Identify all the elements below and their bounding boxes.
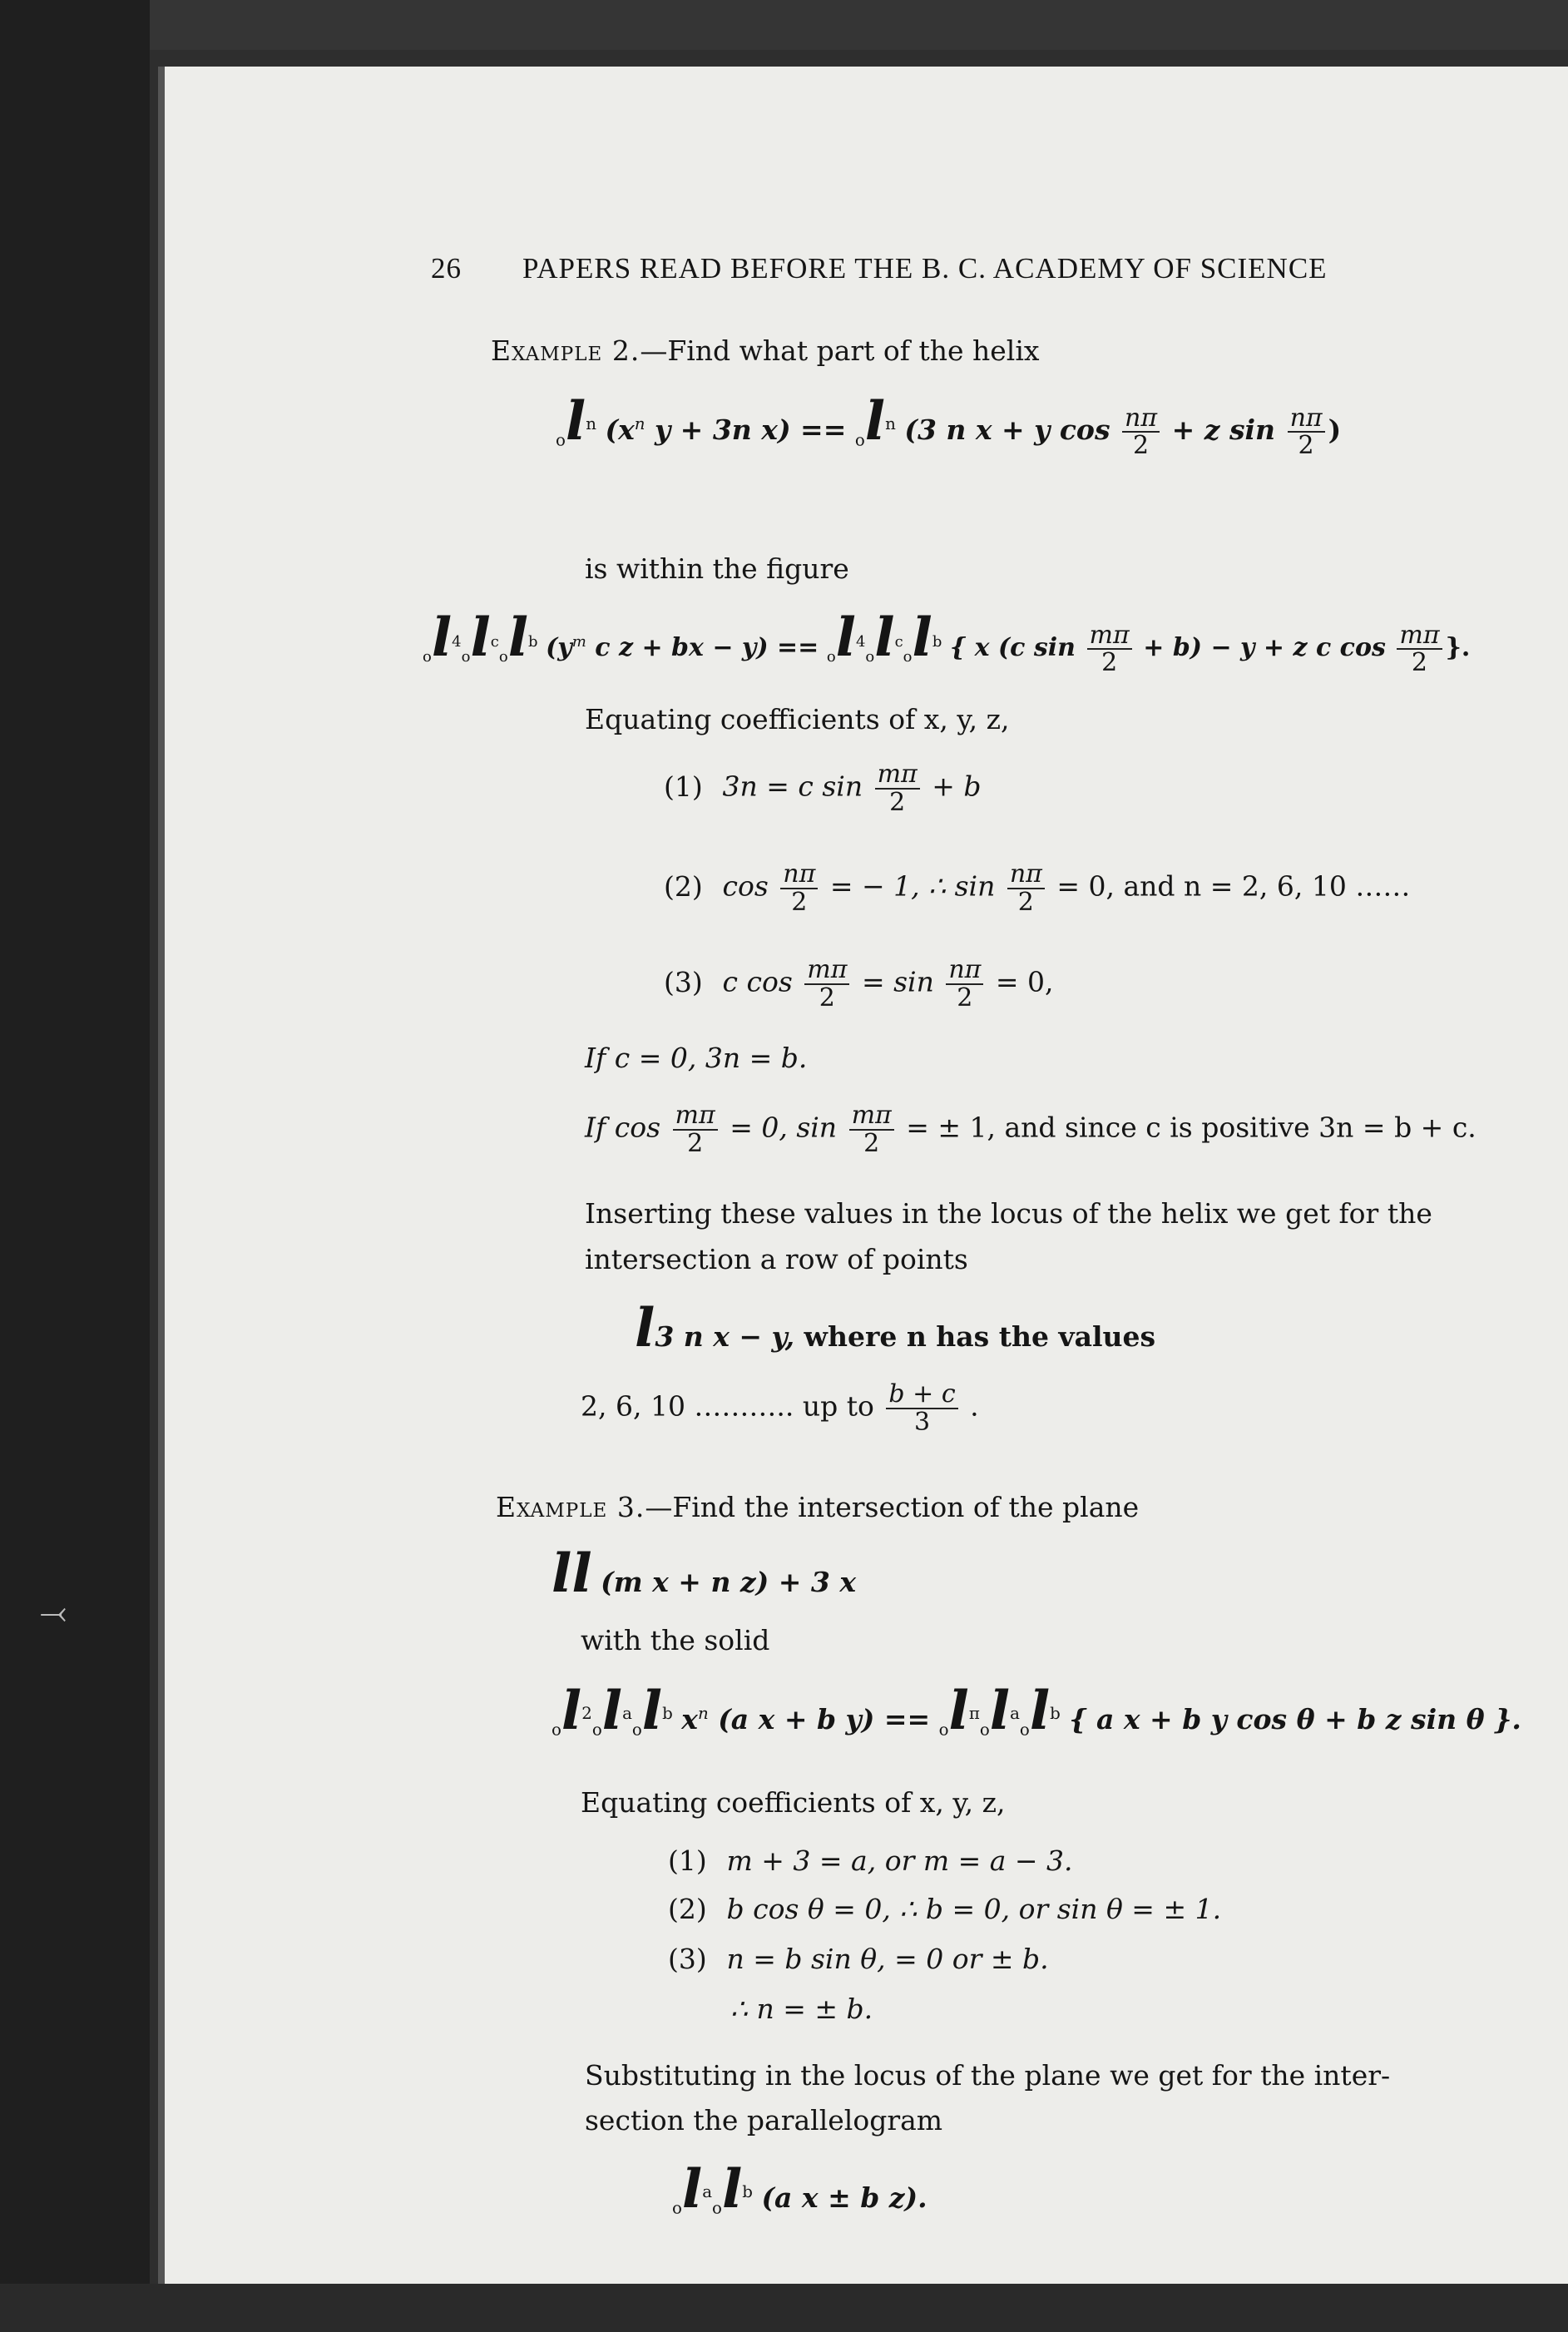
figure-rhs: { x (c sin bbox=[949, 633, 1076, 662]
integral-sign: l bbox=[948, 1680, 969, 1742]
example-2-eq-3 bbox=[664, 957, 1054, 1011]
fraction bbox=[1122, 405, 1160, 459]
scan-mark: ⤙ bbox=[40, 1593, 67, 1631]
exponent: n bbox=[634, 414, 646, 433]
fraction-numerator: mπ bbox=[1397, 622, 1442, 651]
helix-equation bbox=[556, 390, 1342, 460]
limit-lower: o bbox=[498, 648, 508, 666]
points-expression: 3 n x − y, bbox=[655, 1320, 795, 1353]
equation-text: b cos θ = 0, ∴ b = 0, or sin θ = ± 1. bbox=[726, 1893, 1222, 1925]
example-2-eq-1 bbox=[664, 761, 982, 815]
values-line bbox=[581, 1381, 979, 1435]
equation-number: (1) bbox=[668, 1844, 707, 1877]
fraction-denominator: 2 bbox=[957, 983, 973, 1013]
limit-lower: o bbox=[854, 430, 865, 450]
solid-equation bbox=[552, 1680, 1521, 1742]
fraction bbox=[875, 761, 920, 815]
equation-number: (2) bbox=[664, 869, 703, 903]
integral-sign: l bbox=[565, 390, 586, 453]
figure-lhs: (y bbox=[546, 633, 572, 662]
scan-bottom-border bbox=[0, 2284, 1568, 2332]
equating-text: Equating coefficients of x, y, z, bbox=[585, 703, 1010, 735]
integral-sign: l bbox=[721, 2158, 743, 2221]
integral-sign: l bbox=[912, 607, 932, 669]
integral-sign: l bbox=[989, 1680, 1011, 1742]
example-2-label: Example 2. bbox=[491, 334, 641, 367]
limit-upper: b bbox=[932, 633, 942, 651]
fraction-numerator: nπ bbox=[1288, 405, 1325, 433]
equation-text: cos bbox=[722, 869, 769, 903]
limit-lower: o bbox=[423, 648, 432, 666]
limit-upper: c bbox=[894, 633, 903, 651]
book-spine bbox=[0, 0, 150, 2332]
integral-sign: l bbox=[874, 607, 895, 669]
plane-expression: (m x + n z) + 3 x bbox=[601, 1566, 857, 1598]
example-3-eq-2 bbox=[668, 1895, 1221, 1923]
fraction-denominator: 2 bbox=[687, 1128, 704, 1158]
example-2-heading bbox=[491, 334, 1040, 367]
within-text: is within the figure bbox=[585, 552, 849, 585]
limit-upper: b bbox=[528, 633, 538, 651]
limit-lower: o bbox=[979, 1720, 990, 1740]
fraction bbox=[946, 957, 983, 1011]
equation-text: = ± 1, and since c is positive 3n = b + c. bbox=[906, 1111, 1476, 1144]
limit-upper: a bbox=[702, 2182, 713, 2201]
page bbox=[158, 67, 1568, 2284]
equation-text: = sin bbox=[861, 965, 934, 998]
helix-rhs: (3 n x + y cos bbox=[904, 413, 1110, 446]
equation-text: c cos bbox=[722, 965, 793, 998]
equation-text: If cos bbox=[585, 1111, 661, 1144]
therefore-line: ∴ n = ± b. bbox=[730, 1993, 873, 2025]
with-solid-text: with the solid bbox=[581, 1624, 770, 1656]
fraction bbox=[1087, 622, 1132, 676]
exponent: n bbox=[697, 1704, 709, 1723]
fraction-denominator: 2 bbox=[889, 787, 906, 817]
figure-equation bbox=[423, 607, 1471, 677]
equation-text: 3n = c sin bbox=[722, 770, 863, 803]
values-end: . bbox=[961, 1389, 979, 1423]
closing-brace: }. bbox=[1445, 633, 1471, 662]
solid-lhs-tail: (a x + b y) == bbox=[708, 1703, 931, 1735]
equation-number: (3) bbox=[668, 1943, 707, 1975]
if-cos-zero bbox=[585, 1102, 1476, 1156]
substituting-line-2: section the parallelogram bbox=[585, 2104, 943, 2136]
limit-lower: o bbox=[826, 648, 836, 666]
plane-equation bbox=[552, 1542, 857, 1605]
fraction bbox=[886, 1381, 957, 1435]
equation-text: = − 1, ∴ sin bbox=[829, 869, 996, 903]
limit-upper: b bbox=[1050, 1704, 1061, 1723]
integral-sign: l bbox=[561, 1680, 582, 1742]
solid-lhs: x bbox=[681, 1703, 698, 1735]
equation-number: (1) bbox=[664, 770, 703, 803]
fraction-denominator: 2 bbox=[1133, 431, 1150, 460]
limit-lower: o bbox=[461, 648, 471, 666]
figure-rhs: + b) − y + z c cos bbox=[1143, 633, 1386, 662]
limit-lower: o bbox=[1019, 1720, 1030, 1740]
example-3-title: —Find the intersection of the plane bbox=[645, 1491, 1140, 1523]
fraction-numerator: nπ bbox=[1007, 861, 1045, 889]
fraction-numerator: mπ bbox=[804, 957, 849, 985]
fraction-denominator: 3 bbox=[913, 1407, 931, 1437]
limit-lower: o bbox=[556, 430, 566, 450]
limit-upper: 4 bbox=[855, 633, 866, 651]
parallelogram-expression bbox=[672, 2158, 927, 2221]
integral-sign: l bbox=[864, 390, 886, 453]
substituting-line-1: Substituting in the locus of the plane we get for the inter- bbox=[585, 2059, 1391, 2092]
equation-text: n = b sin θ, = 0 or ± b. bbox=[726, 1943, 1049, 1975]
limit-lower: o bbox=[865, 648, 875, 666]
limit-lower: o bbox=[631, 1720, 642, 1740]
fraction bbox=[780, 861, 818, 915]
integral-sign: l bbox=[431, 607, 453, 669]
limit-lower: o bbox=[552, 1720, 561, 1740]
solid-rhs: { a x + b y cos θ + b z sin θ }. bbox=[1069, 1703, 1521, 1735]
example-3-eq-1 bbox=[668, 1844, 1073, 1877]
closing-paren: ) bbox=[1328, 413, 1342, 446]
example-3-label: Example 3. bbox=[496, 1491, 646, 1523]
limit-upper: n bbox=[885, 414, 896, 433]
fraction-denominator: 2 bbox=[1017, 887, 1034, 917]
fraction-numerator: mπ bbox=[849, 1102, 894, 1131]
fraction-numerator: mπ bbox=[673, 1102, 718, 1131]
fraction bbox=[1397, 622, 1442, 676]
fraction-denominator: 2 bbox=[1101, 648, 1118, 677]
limit-upper: b bbox=[742, 2182, 753, 2201]
equation-number: (2) bbox=[668, 1893, 707, 1925]
limit-lower: o bbox=[938, 1720, 949, 1740]
integral-sign: l bbox=[571, 1542, 592, 1605]
values-text: 2, 6, 10 ……….. up to bbox=[581, 1389, 874, 1423]
equating-text-2: Equating coefficients of x, y, z, bbox=[581, 1786, 1006, 1819]
equation-text: m + 3 = a, or m = a − 3. bbox=[726, 1844, 1073, 1877]
equation-text: = 0, sin bbox=[730, 1111, 838, 1144]
fraction-denominator: 2 bbox=[1411, 648, 1428, 677]
fraction-numerator: nπ bbox=[1122, 405, 1160, 433]
fraction bbox=[849, 1102, 894, 1156]
integral-sign: l bbox=[635, 1297, 655, 1359]
fraction-denominator: 2 bbox=[863, 1128, 880, 1158]
exponent: m bbox=[571, 633, 586, 651]
example-3-heading bbox=[496, 1493, 1139, 1521]
inserting-line-2: intersection a row of points bbox=[585, 1243, 968, 1275]
row-of-points bbox=[635, 1297, 1156, 1359]
fraction bbox=[1288, 405, 1325, 459]
limit-upper: 4 bbox=[452, 633, 462, 651]
fraction bbox=[804, 957, 849, 1011]
limit-upper: a bbox=[622, 1704, 632, 1723]
integral-sign: l bbox=[552, 1542, 572, 1605]
limit-upper: a bbox=[1010, 1704, 1020, 1723]
limit-upper: n bbox=[586, 414, 596, 433]
figure-lhs-tail: c z + bx − y) == bbox=[586, 633, 819, 662]
fraction bbox=[673, 1102, 718, 1156]
example-2-eq-2 bbox=[664, 861, 1410, 915]
limit-lower: o bbox=[903, 648, 913, 666]
limit-upper: c bbox=[490, 633, 499, 651]
fraction-numerator: mπ bbox=[875, 761, 920, 790]
fraction-numerator: mπ bbox=[1087, 622, 1132, 651]
parallelogram-text: (a x ± b z). bbox=[761, 2181, 927, 2214]
page-number: 26 bbox=[431, 252, 462, 285]
helix-lhs: (x bbox=[605, 413, 635, 446]
limit-upper: 2 bbox=[581, 1704, 592, 1723]
example-3-eq-3 bbox=[668, 1945, 1049, 1973]
equation-number: (3) bbox=[664, 965, 703, 998]
if-c-zero: If c = 0, 3n = b. bbox=[585, 1042, 808, 1074]
limit-upper: π bbox=[968, 1704, 980, 1723]
integral-sign: l bbox=[681, 2158, 703, 2221]
helix-rhs: + z sin bbox=[1171, 413, 1276, 446]
equation-text: = 0, and n = 2, 6, 10 …… bbox=[1056, 869, 1411, 903]
integral-sign: l bbox=[470, 607, 491, 669]
fraction-denominator: 2 bbox=[791, 887, 808, 917]
fraction-denominator: 2 bbox=[819, 983, 835, 1013]
fraction-denominator: 2 bbox=[1298, 431, 1314, 460]
helix-lhs-tail: y + 3n x) == bbox=[645, 413, 847, 446]
integral-sign: l bbox=[641, 1680, 663, 1742]
fraction-numerator: b + c bbox=[886, 1381, 957, 1409]
integral-sign: l bbox=[1029, 1680, 1051, 1742]
limit-lower: o bbox=[591, 1720, 602, 1740]
fraction bbox=[1007, 861, 1045, 915]
limit-upper: b bbox=[662, 1704, 673, 1723]
example-2-title: —Find what part of the helix bbox=[640, 334, 1040, 367]
scan-top-border bbox=[0, 0, 1568, 50]
integral-sign: l bbox=[601, 1680, 623, 1742]
equation-text: + b bbox=[932, 770, 982, 803]
limit-lower: o bbox=[712, 2198, 722, 2218]
equation-text: = 0, bbox=[995, 965, 1054, 998]
fraction-numerator: nπ bbox=[946, 957, 983, 985]
fraction-numerator: nπ bbox=[780, 861, 818, 889]
inserting-line-1: Inserting these values in the locus of the helix we get for the bbox=[585, 1197, 1432, 1230]
integral-sign: l bbox=[507, 607, 529, 669]
running-head: PAPERS READ BEFORE THE B. C. ACADEMY OF SCIENCE bbox=[522, 252, 1328, 285]
integral-sign: l bbox=[835, 607, 856, 669]
limit-lower: o bbox=[672, 2198, 682, 2218]
points-text: where n has the values bbox=[794, 1320, 1156, 1353]
